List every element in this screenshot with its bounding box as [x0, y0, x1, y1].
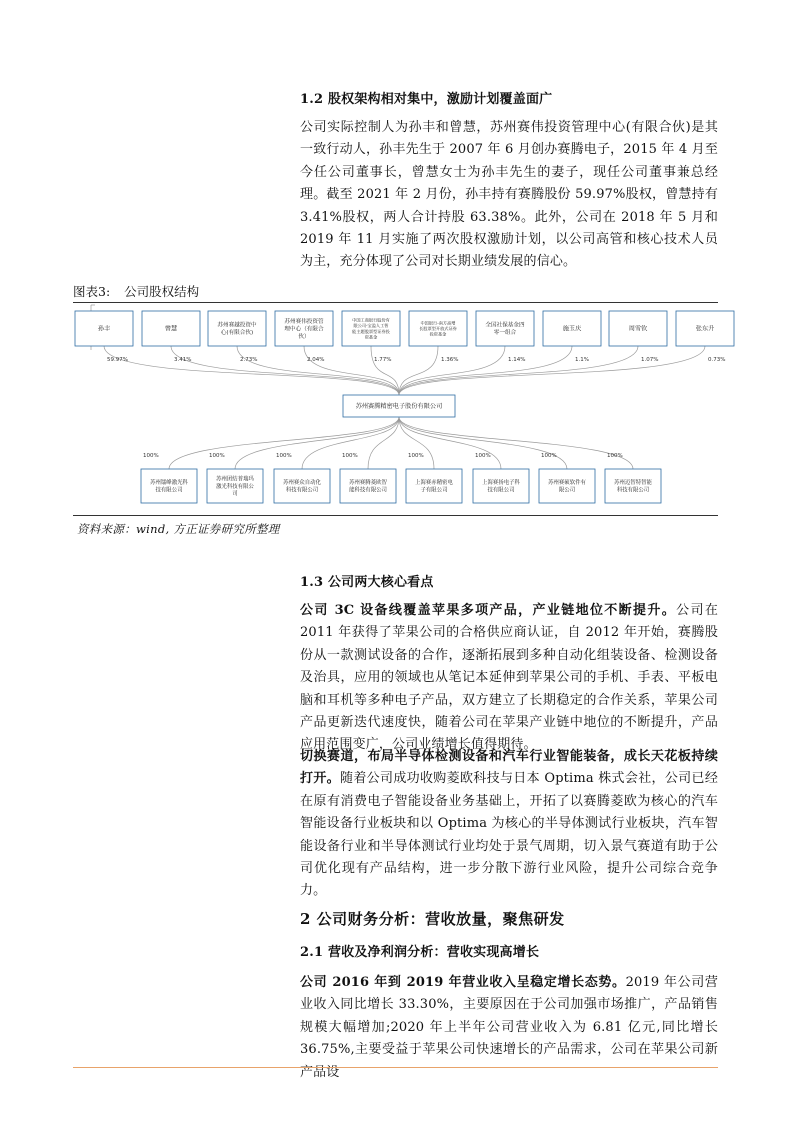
shareholder-connector [399, 346, 505, 395]
figure-label: 图表3: [73, 284, 111, 299]
section-2-1-lead: 公司 2016 年到 2019 年营业收入呈稳定增长态势。 [300, 975, 626, 990]
shareholder-name-line: 苏州赛伟投资管 [284, 318, 324, 325]
shareholder-name-line: 中国银行-南方高增 [420, 320, 456, 326]
equity-structure-chart [73, 305, 726, 512]
shareholder-name-line: 心(有限合伙) [220, 330, 254, 337]
subsidiary-name-line: 技有限公司 [155, 487, 183, 494]
subsidiary-name-line: 科技有限公司 [285, 487, 319, 494]
subsidiary-name-line: 激光科技有限公 [216, 483, 254, 490]
subsidiary-percentage: 100% [475, 453, 491, 459]
subsidiary-name-line: 司 [232, 491, 238, 498]
subsidiary-name-line: 上海赛赤精密电 [415, 480, 453, 487]
shareholder-name-line: 苏州赛越投资中 [217, 322, 257, 329]
shareholder-name-line: 资基金 [364, 334, 378, 340]
subsidiary-name [614, 478, 652, 493]
subsidiary-name-line: 苏州赛腾菱欧智 [349, 480, 387, 487]
shareholder-percentage: 3.41% [174, 357, 192, 363]
shareholder-connector [104, 346, 399, 395]
subsidiary-connector [302, 417, 399, 469]
section-2-heading: 2 公司财务分析：营收放量，聚焦研发 [300, 910, 565, 928]
shareholder-connector [399, 346, 572, 395]
shareholder-name-line: 周雪钦 [628, 325, 648, 333]
shareholder-name [563, 325, 582, 333]
shareholder-name-line: 全国社保基金四 [485, 322, 525, 329]
subsidiary-name-line: 子有限公司 [420, 487, 448, 494]
section-2-1-heading: 2.1 营收及净利润分析：营收实现高增长 [300, 945, 540, 960]
shareholder-name-line: 曾慧 [164, 325, 178, 333]
subsidiary-name-line: 限公司 [558, 487, 576, 494]
shareholder-percentage: 1.36% [441, 357, 459, 363]
shareholder-name-line: 理中心（有限合 [284, 326, 324, 333]
subsidiary-percentage: 100% [342, 453, 358, 459]
shareholder-name [629, 325, 648, 333]
shareholder-percentage: 1.07% [641, 357, 659, 363]
subsidiary-name [349, 478, 387, 493]
point-1-body: 公司在 2011 年获得了苹果公司的合格供应商认证，自 2012 年开始，赛腾股份从一款测试设备的合作，逐渐拓展到多种自动化组装设备、检测设备及治具，应用的领域也从笔记本延伸到苹果公司的手机、手表、平板电脑和耳机等多种电子产品，双方建立了长期稳定的合作关系，苹果公司产品更新迭代速度快，随着公司在苹果产业链中地位的不断提升，产品应用范围变广，公司业绩增长值得期待。 [300, 603, 718, 753]
shareholder-percentage: 1.77% [374, 357, 392, 363]
shareholder-name [98, 325, 111, 333]
figure-bottom-rule [73, 515, 718, 516]
shareholder-connector [399, 346, 705, 395]
shareholder-percentage: 0.73% [708, 357, 726, 363]
subsidiary-percentage: 100% [541, 453, 557, 459]
subsidiary-name [283, 478, 321, 493]
shareholder-name-line: 中国工商银行股份有 [352, 317, 390, 323]
point-2-body: 随着公司成功收购菱欧科技与日本 Optima 株式会社，公司已经在原有消费电子智能设备业务基础上，开拓了以赛腾菱欧为核心的汽车智能设备行业板块和以 Optima 为核心的半导体测试行业板块，汽车智能设备行业和半导体测试行业均处于景气周期，切入景气赛道有助于公司优化现有产品结构，进一步分散下游行业风险，提升公司综合竞争力。 [300, 771, 718, 899]
subsidiary-connector [169, 417, 399, 469]
subsidiary-name-line: 能科技有限公司 [349, 487, 387, 494]
footer-rule [73, 1067, 718, 1068]
shareholder-name [696, 325, 715, 333]
subsidiary-name-line: 技有限公司 [487, 487, 515, 494]
subsidiary-percentage: 100% [143, 453, 159, 459]
subsidiary-connector [399, 417, 633, 469]
shareholder-name-line: 施玉庆 [562, 325, 582, 333]
section-1-3-heading: 1.3 公司两大核心看点 [300, 575, 434, 590]
figure-source: 资料来源：wind, 方正证券研究所整理 [77, 522, 280, 536]
subsidiary-percentage: 100% [408, 453, 424, 459]
section-1-2-heading: 1.2 股权架构相对集中，激励计划覆盖面广 [300, 92, 553, 107]
subsidiary-percentage: 100% [607, 453, 623, 459]
shareholder-name [165, 325, 178, 333]
shareholder-percentage: 2.04% [307, 357, 325, 363]
subsidiary-name-line: 苏州迈智特智能 [614, 480, 652, 487]
shareholder-connector [304, 346, 399, 395]
point-1-lead: 公司 3C 设备线覆盖苹果多项产品，产业链地位不断提升。 [300, 603, 677, 618]
shareholder-name-line: 投资基金 [429, 331, 447, 337]
shareholder-name-line: 张东升 [695, 325, 715, 333]
shareholder-name-line: 零一组合 [493, 330, 517, 337]
figure-title: 公司股权结构 [124, 284, 200, 299]
subsidiary-name-line: 苏州团结普瑞玛 [216, 476, 254, 483]
shareholder-percentage: 59.97% [107, 357, 128, 363]
section-1-2-paragraph: 公司实际控制人为孙丰和曾慧，苏州赛伟投资管理中心(有限合伙)是其一致行动人，孙丰先生于 2007 年 6 月创办赛腾电子，2015 年 4 月至今任公司董事长，曾慧女士为孙丰先生的妻子，现任公司董事兼总经理。截至 2021 年 2 月份，孙丰持有赛腾股份 59.97%股权，曾慧持有 3.41%股权，两人合计持股 63.38%。此外，公司在 2018 年 5 月和 2019 年 11 月实施了两次股权激励计划，以公司高管和核心技术人员为主，充分体现了公司对长期业绩发展的信心。 [300, 120, 718, 270]
section-2-1-body: 2019 年公司营业收入同比增长 33.30%，主要原因在于公司加强市场推广，产品销售规模大幅增加;2020 年上半年公司营业收入为 6.81 亿元,同比增长 36.75%,主要受益于苹果公司快速增长的产品需求，公司在苹果公司新产品设 [300, 975, 718, 1080]
subsidiary-name-line: 科技有限公司 [616, 487, 650, 494]
subsidiary-connector [399, 417, 501, 469]
point-2-lead: 切换赛道，布局半导体检测设备和汽车行业智能装备，成长天花板持续打开。 [300, 749, 718, 787]
subsidiary-name-line: 苏州镭峰激光科 [150, 480, 188, 487]
shareholder-percentage: 2.73% [240, 357, 258, 363]
shareholder-name-line: 限公司-宝盈人工智 [353, 323, 389, 329]
shareholder-percentage: 1.14% [508, 357, 526, 363]
shareholder-percentage: 1.1% [575, 357, 589, 363]
subsidiary-name-line: 苏州赛硕软件有 [548, 480, 586, 487]
shareholder-name [217, 321, 257, 337]
section-1-3-point-1 [300, 600, 718, 757]
subsidiary-name-line: 上海赛扬电子科 [482, 480, 520, 487]
company-name: 苏州赛腾精密电子股份有限公司 [355, 403, 443, 411]
shareholder-name-line: 伙） [298, 334, 310, 340]
subsidiary-name-line: 苏州赛众自动化 [283, 480, 321, 487]
figure-caption [73, 282, 718, 303]
shareholder-name-line: 长股票型开放式证券 [419, 326, 457, 331]
subsidiary-connector [368, 417, 399, 469]
shareholder-name-line: 孙丰 [97, 325, 111, 333]
section-1-3-point-2 [300, 746, 718, 903]
subsidiary-percentage: 100% [209, 453, 225, 459]
shareholder-connector [237, 346, 399, 395]
shareholder-name-line: 能主题股票型证券投 [352, 328, 390, 334]
subsidiary-percentage: 100% [276, 453, 292, 459]
